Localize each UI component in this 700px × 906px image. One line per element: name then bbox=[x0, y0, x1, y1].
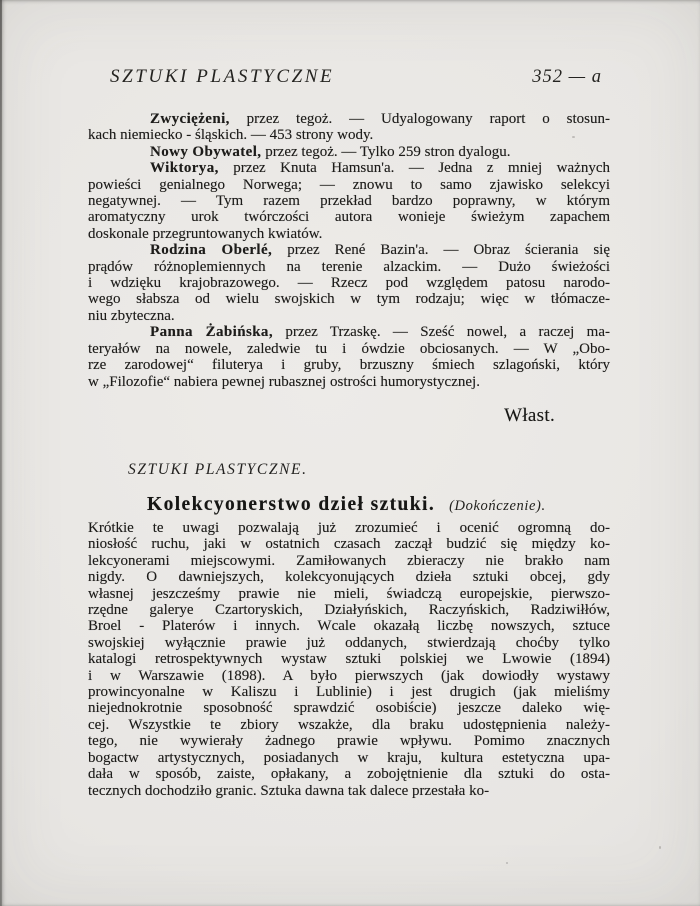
paragraph bbox=[88, 520, 610, 799]
text-line bbox=[88, 651, 610, 667]
text-segment: przez tegoż. — Tylko 259 stron dyalogu. bbox=[261, 143, 511, 160]
text-line bbox=[88, 242, 610, 258]
text-segment: i w Warszawie (1898). A było pierwszych (jak dowiodły wystawy bbox=[88, 667, 610, 684]
text-line bbox=[88, 177, 610, 193]
scan-edge-shadow bbox=[0, 0, 2, 906]
text-line bbox=[88, 602, 610, 618]
text-segment: przez tegoż. — Udyalogowany raport o stosun- bbox=[229, 111, 610, 127]
running-header bbox=[110, 66, 602, 88]
text-line bbox=[88, 226, 610, 242]
body-paragraph bbox=[88, 520, 610, 799]
section-label: SZTUKI PLASTYCZNE. bbox=[128, 461, 308, 478]
text-line bbox=[88, 291, 610, 307]
text-line bbox=[88, 766, 610, 782]
text-segment: aromatyczny urok twórczości autora wonieje świeżym zapachem bbox=[88, 209, 610, 226]
scan-speckle bbox=[659, 846, 661, 849]
text-segment: rzędne galerye Czartoryskich, Działyńskich, Raczyńskich, Radziwiłłów, bbox=[88, 602, 610, 619]
text-line bbox=[88, 357, 610, 373]
article-title: Kolekcyonerstwo dzieł sztuki. bbox=[147, 494, 436, 515]
text-line bbox=[88, 520, 610, 536]
text-line bbox=[88, 160, 610, 176]
text-segment: wego słabsza od wielu swojskich w tym rodzaju; więc w tłómacze- bbox=[88, 291, 610, 308]
text-line bbox=[88, 275, 610, 291]
review-title-lead: Wiktorya, bbox=[150, 160, 219, 177]
text-segment: swojskiej wyłącznie prawie już oddanych, stwierdzają choćby tylko bbox=[88, 634, 610, 651]
review-paragraph bbox=[88, 144, 610, 160]
text-segment: prądów różnoplemiennych na terenie alzackim. — Dużo świeżości bbox=[88, 258, 610, 275]
text-line bbox=[88, 783, 610, 799]
text-segment: lekcyonerami miejscowymi. Zamiłowanych zbieraczy nie brakło nam bbox=[88, 552, 610, 569]
reviews-block bbox=[88, 111, 610, 390]
text-segment: niu zbyteczna. bbox=[88, 307, 175, 324]
text-segment: bogactw artystycznych, posiadanych w kraju, kultura estetyczna upa- bbox=[88, 749, 610, 766]
text-line bbox=[88, 341, 610, 357]
text-line bbox=[88, 684, 610, 700]
text-segment: dała w sposób, zaiste, opłakany, a zobojętnienie dla sztuki do osta- bbox=[88, 766, 610, 783]
text-segment: kach niemiecko - śląskich. — 453 strony wody. bbox=[88, 127, 374, 144]
text-segment: własnej jeszcześmy prawie nie mieli, świadczą europejskie, pierwszo- bbox=[88, 585, 610, 602]
scan-speckle bbox=[96, 299, 98, 301]
text-line bbox=[88, 553, 610, 569]
page-number: 352 — a bbox=[532, 67, 602, 87]
text-line bbox=[88, 717, 610, 733]
scan-speckle bbox=[572, 136, 575, 138]
text-line bbox=[88, 733, 610, 749]
text-line bbox=[88, 635, 610, 651]
text-segment: niosłość ruchu, jaki w ostatnich czasach zaczął budzić się między ko- bbox=[88, 536, 610, 553]
text-line bbox=[88, 127, 610, 143]
text-segment: przez Knuta Hamsun'a. — Jedna z mniej ważnych bbox=[218, 160, 610, 177]
text-segment: Broel - Platerów i innych. Wcale okazałą liczbę nowszych, sztuce bbox=[88, 618, 610, 635]
review-paragraph bbox=[88, 242, 610, 324]
text-segment: negatywnej. — Tym razem przekład bardzo poprawny, w którym bbox=[88, 193, 610, 210]
text-line bbox=[88, 324, 610, 340]
review-paragraph bbox=[88, 111, 610, 144]
text-segment: przez Trzaskę. — Sześć nowel, a raczej ma- bbox=[272, 324, 610, 341]
text-line bbox=[88, 618, 610, 634]
text-line bbox=[88, 536, 610, 552]
text-segment: przez René Bazin'a. — Obraz ścierania się bbox=[272, 242, 610, 259]
text-line bbox=[88, 750, 610, 766]
article-heading bbox=[147, 494, 612, 516]
review-paragraph bbox=[88, 324, 610, 390]
review-title-lead: Panna Żabińska, bbox=[150, 324, 273, 341]
review-title-lead: Rodzina Oberlé, bbox=[150, 242, 273, 259]
text-line bbox=[88, 111, 610, 127]
text-segment: tecznych dochodziło granic. Sztuka dawna tak dalece przestała ko- bbox=[88, 782, 490, 799]
text-segment: w „Filozofie“ nabiera pewnej rubasznej ostrości humorystycznej. bbox=[88, 373, 480, 390]
text-line bbox=[88, 668, 610, 684]
text-segment: rze zarodowej“ filuterya i gruby, brzuszny śmiech szlagoński, który bbox=[88, 357, 610, 374]
text-segment: cej. Wszystkie te zbiory wszakże, dla braku udostępnienia należy- bbox=[88, 716, 610, 733]
text-segment: niejednokrotnie sposobność sprawdzić osobiście) jeszcze daleko wię- bbox=[88, 700, 610, 717]
text-line bbox=[88, 259, 610, 275]
text-segment: prowincyonalne w Kaliszu i Lublinie) i jest drugich (jak mieliśmy bbox=[88, 684, 610, 701]
text-segment: powieści genialnego Norwega; — znowu to samo zjawisko selekcyi bbox=[88, 176, 610, 193]
text-segment: i wdzięku krajobrazowego. — Rzecz pod względem patosu narodo- bbox=[88, 275, 610, 292]
text-line bbox=[88, 700, 610, 716]
text-segment: katalogi retrospektywnych wystaw sztuki polskiej we Lwowie (1894) bbox=[88, 651, 610, 668]
review-paragraph bbox=[88, 160, 610, 242]
text-line bbox=[88, 569, 610, 585]
text-line bbox=[88, 308, 610, 324]
text-segment: tego, nie wywierały żadnego prawie wpływu. Pomimo znacznych bbox=[88, 733, 610, 750]
review-title-lead: Zwyciężeni, bbox=[150, 111, 230, 127]
text-segment: nigdy. O dawniejszych, kolekcyonujących dzieła sztuki obcej, gdy bbox=[88, 569, 610, 586]
author-signature: Włast. bbox=[504, 405, 555, 426]
review-title-lead: Nowy Obywatel, bbox=[150, 143, 262, 160]
text-line bbox=[88, 209, 610, 225]
text-segment: doskonale przegruntowanych kwiatów. bbox=[88, 225, 323, 242]
scan-speckle bbox=[506, 862, 508, 864]
text-line bbox=[88, 144, 610, 160]
running-title: SZTUKI PLASTYCZNE bbox=[110, 66, 335, 87]
text-line bbox=[88, 586, 610, 602]
article-subtitle: (Dokończenie). bbox=[449, 498, 546, 514]
text-segment: teryałów na nowele, zaledwie tu i ówdzie obciosanych. — W „Obo- bbox=[88, 340, 610, 357]
text-line bbox=[88, 193, 610, 209]
text-line bbox=[88, 374, 610, 390]
text-segment: Krótkie te uwagi pozwalają już zrozumieć i ocenić ogromną do- bbox=[88, 520, 610, 536]
